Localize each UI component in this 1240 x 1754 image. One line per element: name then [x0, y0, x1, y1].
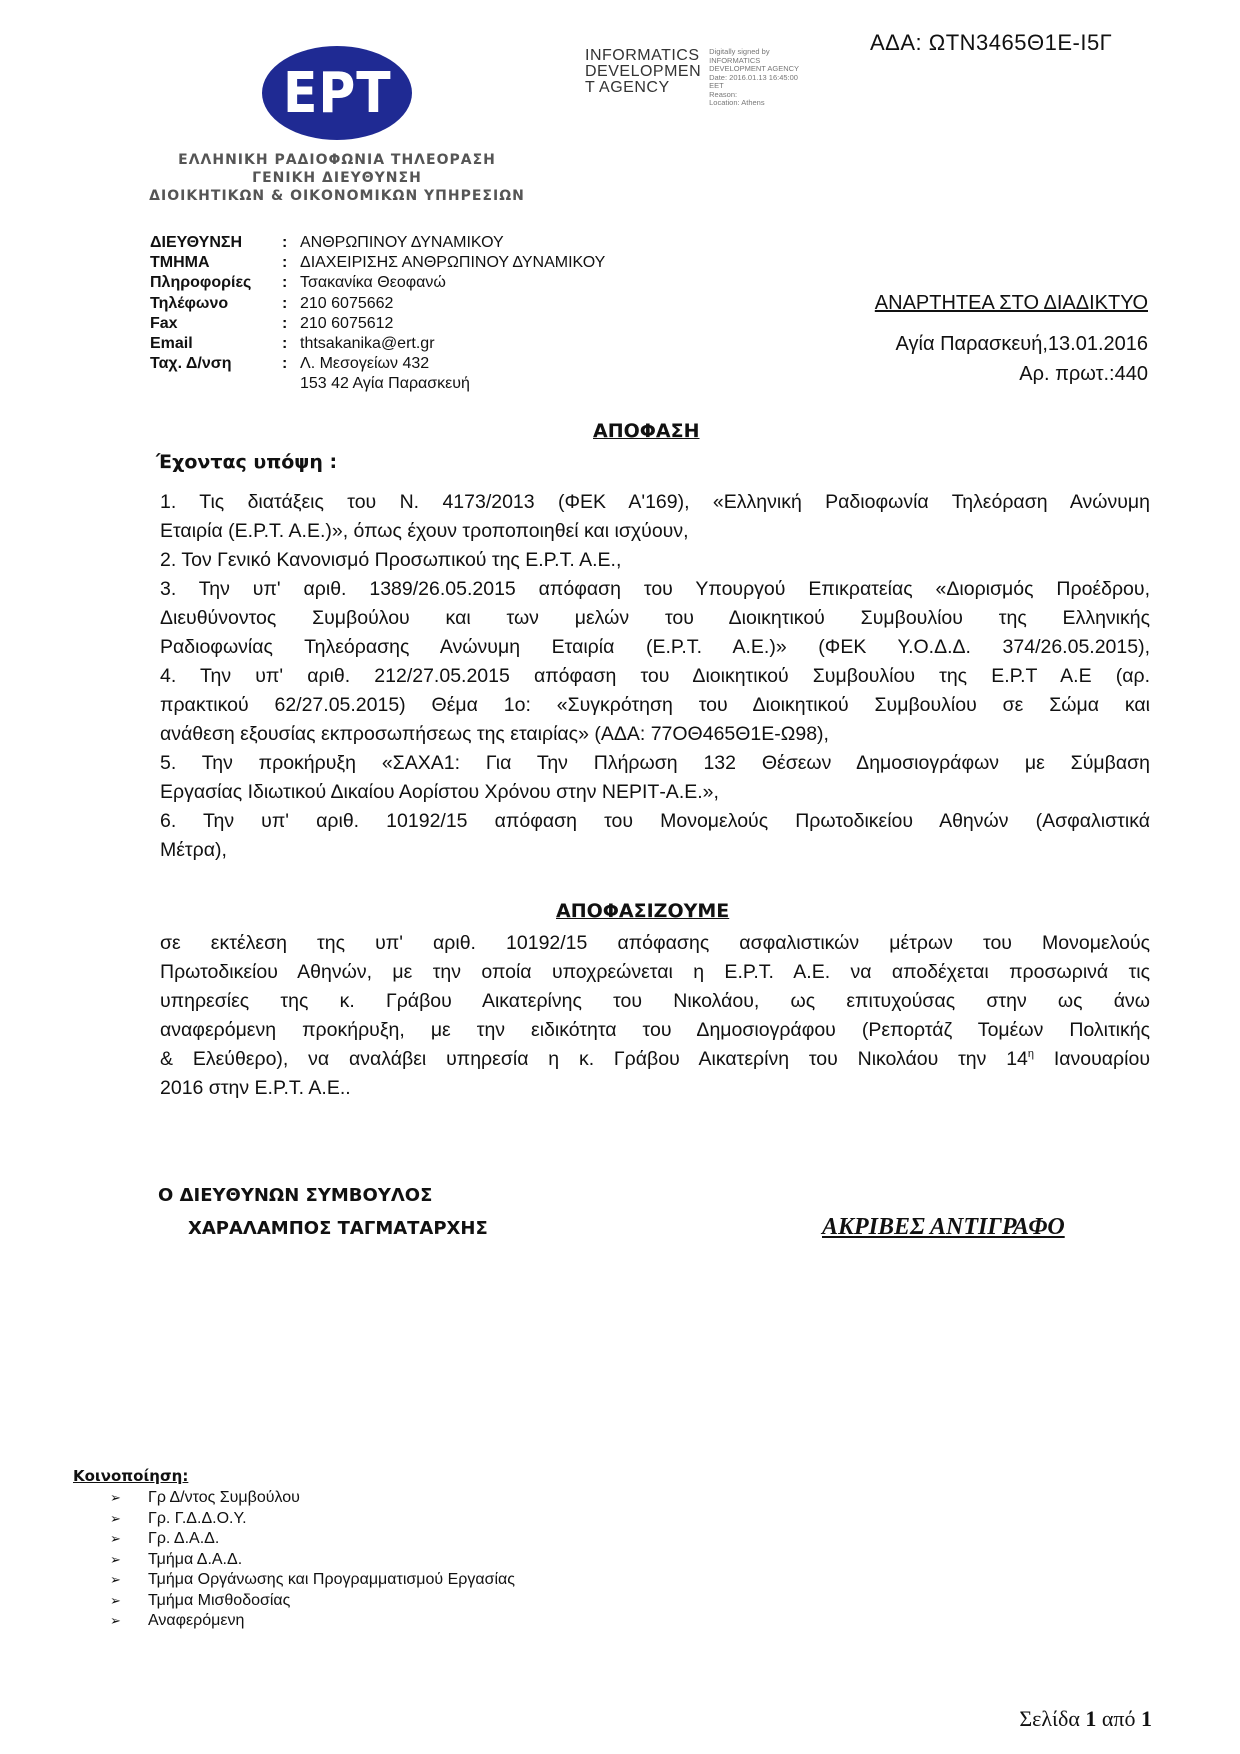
- contact-row-fax: Fax : 210 6075612: [150, 314, 605, 334]
- consideration-line: 2. Τον Γενικό Κανονισμό Προσωπικού της Ε.Ρ.Τ. Α.Ε.,: [160, 549, 622, 571]
- ert-logo: [262, 46, 412, 140]
- signature-detail: EET: [709, 81, 724, 90]
- contact-label: Email: [150, 334, 193, 352]
- decision-text: [160, 929, 1150, 1103]
- contact-label: ΤΜΗΜΑ: [150, 254, 210, 272]
- signer-name: ΧΑΡΑΛΑΜΠΟΣ ΤΑΓΜΑΤΑΡΧΗΣ: [188, 1218, 488, 1239]
- consideration-line: πρακτικού 62/27.05.2015) Θέμα 1ο: «Συγκρότηση του Διοικητικού Συμβουλίου σε Σώμα και: [160, 694, 1150, 716]
- distribution-item: [110, 1611, 515, 1632]
- true-copy-stamp: ΑΚΡΙΒΕΣ ΑΝΤΙΓΡΑΦΟ: [822, 1214, 1065, 1240]
- contact-info: [150, 233, 605, 395]
- protocol-number: Αρ. πρωτ.:440: [1019, 363, 1148, 385]
- distribution-item-label: Γρ Δ/ντος Συμβούλου: [148, 1489, 300, 1506]
- decision-heading: ΑΠΟΦΑΣΗ: [593, 420, 700, 442]
- contact-value: ΔΙΑΧΕΙΡΙΣΗΣ ΑΝΘΡΩΠΙΝΟΥ ΔΥΝΑΜΙΚΟΥ: [300, 254, 606, 272]
- arrow-bullet-icon: ➢: [110, 1531, 121, 1546]
- distribution-list: [110, 1488, 515, 1632]
- consideration-line: Διευθύνοντος Συμβούλου και των μελών του Διοικητικού Συμβουλίου της Ελληνικής: [160, 607, 1150, 629]
- consideration-line: Μέτρα),: [160, 839, 227, 861]
- signature-detail: Digitally signed by: [709, 47, 770, 56]
- distribution-item: [110, 1591, 515, 1612]
- page-mid: από: [1096, 1706, 1141, 1731]
- arrow-bullet-icon: ➢: [110, 1613, 121, 1628]
- page-total: 1: [1141, 1706, 1152, 1731]
- contact-label: Ταχ. Δ/νση: [150, 355, 232, 373]
- contact-value: 210 6075612: [300, 314, 394, 332]
- page-prefix: Σελίδα: [1019, 1706, 1086, 1731]
- publish-notice: ΑΝΑΡΤΗΤΕΑ ΣΤΟ ΔΙΑΔΙΚΤΥΟ: [874, 292, 1148, 314]
- contact-label: Πληροφορίες: [150, 274, 252, 292]
- distribution-title: Κοινοποίηση:: [73, 1467, 189, 1485]
- signature-details: [709, 48, 829, 108]
- decision-line-with-sup: [160, 1045, 1150, 1074]
- arrow-bullet-icon: ➢: [110, 1490, 121, 1505]
- considerations-list: [160, 488, 1150, 865]
- consideration-line: Ραδιοφωνίας Τηλεόρασης Ανώνυμη Εταιρία (Ε.Ρ.Τ. Α.Ε.)» (ΦΕΚ Υ.Ο.Δ.Δ. 374/26.05.2015),: [160, 636, 1150, 658]
- decide-heading: ΑΠΟΦΑΣΙΖΟΥΜΕ: [556, 900, 730, 922]
- signature-detail: DEVELOPMENT AGENCY: [709, 64, 800, 73]
- decision-line: υπηρεσίες της κ. Γράβου Αικατερίνης του Νικολάου, ως επιτυχούσας στην ως άνω: [160, 990, 1150, 1012]
- page-number: [1019, 1706, 1152, 1732]
- agency-line: T AGENCY: [585, 79, 670, 96]
- consideration-line: Εταιρία (Ε.Ρ.Τ. Α.Ε.)», όπως έχουν τροποποιηθεί και ισχύουν,: [160, 520, 689, 542]
- consideration-line: 4. Την υπ' αριθ. 212/27.05.2015 απόφαση του Διοικητικού Συμβουλίου της Ε.Ρ.Τ Α.Ε (αρ.: [160, 665, 1150, 687]
- distribution-item-label: Γρ. Γ.Δ.Δ.Ο.Υ.: [148, 1509, 247, 1527]
- document-date: Αγία Παρασκευή,13.01.2016: [895, 333, 1148, 355]
- arrow-bullet-icon: ➢: [110, 1551, 121, 1567]
- ada-code: ΑΔΑ: ΩΤΝ3465Θ1Ε-Ι5Γ: [870, 30, 1113, 55]
- distribution-item-label: Αναφερόμενη: [148, 1612, 245, 1629]
- distribution-item-label: Τμήμα Δ.Α.Δ.: [148, 1550, 243, 1568]
- decision-line: Πρωτοδικείου Αθηνών, με την οποία υποχρεώνεται η Ε.Ρ.Τ. Α.Ε. να αποδέχεται προσωρινά τις: [160, 961, 1150, 983]
- decision-line: 2016 στην Ε.Ρ.Τ. Α.Ε..: [160, 1077, 351, 1099]
- considering-heading: Έχοντας υπόψη :: [156, 451, 338, 473]
- digital-signature-stamp: [585, 48, 829, 108]
- arrow-bullet-icon: ➢: [110, 1592, 121, 1608]
- logo-text: EPT: [282, 60, 392, 126]
- ordinal-superscript: η: [1027, 1048, 1035, 1060]
- signer-title: Ο ΔΙΕΥΘΥΝΩΝ ΣΥΜΒΟΥΛΟΣ: [158, 1185, 433, 1206]
- agency-line: DEVELOPMEN: [585, 63, 702, 80]
- consideration-line: 6. Την υπ' αριθ. 10192/15 απόφαση του Μονομελούς Πρωτοδικείου Αθηνών (Ασφαλιστικά: [160, 810, 1150, 832]
- contact-row-section: ΤΜΗΜΑ : ΔΙΑΧΕΙΡΙΣΗΣ ΑΝΘΡΩΠΙΝΟΥ ΔΥΝΑΜΙΚΟΥ: [150, 253, 605, 273]
- contact-row-address-2: [150, 374, 605, 394]
- arrow-bullet-icon: ➢: [110, 1572, 121, 1587]
- distribution-item: [110, 1570, 515, 1591]
- distribution-item: [110, 1488, 515, 1509]
- contact-label: Τηλέφωνο: [150, 294, 229, 312]
- org-line-2: ΓΕΝΙΚΗ ΔΙΕΥΘΥΝΣΗ: [252, 170, 422, 186]
- distribution-item: [110, 1529, 515, 1550]
- decision-fragment: Ιανουαρίου: [1034, 1048, 1150, 1070]
- contact-value: thtsakanika@ert.gr: [300, 334, 435, 352]
- org-line-1: ΕΛΛΗΝΙΚΗ ΡΑΔΙΟΦΩΝΙΑ ΤΗΛΕΟΡΑΣΗ: [178, 152, 496, 168]
- contact-row-info: Πληροφορίες : Τσακανίκα Θεοφανώ: [150, 273, 605, 293]
- consideration-line: 1. Τις διατάξεις του Ν. 4173/2013 (ΦΕΚ Α'169), «Ελληνική Ραδιοφωνία Τηλεόραση Ανώνυμη: [160, 491, 1150, 513]
- consideration-line: 3. Την υπ' αριθ. 1389/26.05.2015 απόφαση του Υπουργού Επικρατείας «Διορισμός Προέδρου,: [160, 578, 1150, 600]
- consideration-line: 5. Την προκήρυξη «ΣΑΧΑ1: Για Την Πλήρωση 132 Θέσεων Δημοσιογράφων με Σύμβαση: [160, 752, 1150, 774]
- contact-label: [150, 374, 282, 394]
- contact-value: Λ. Μεσογείων 432: [300, 355, 430, 373]
- contact-value: Τσακανίκα Θεοφανώ: [300, 274, 446, 292]
- signature-detail: INFORMATICS: [709, 55, 761, 65]
- decision-line: αναφερόμενη προκήρυξη, με την ειδικότητα του Δημοσιογράφου (Ρεπορτάζ Τομέων Πολιτικής: [160, 1019, 1150, 1041]
- decision-line: σε εκτέλεση της υπ' αριθ. 10192/15 απόφασης ασφαλιστικών μέτρων του Μονομελούς: [160, 932, 1150, 954]
- contact-row-email: Email : thtsakanika@ert.gr: [150, 334, 605, 354]
- agency-line: INFORMATICS: [585, 47, 700, 64]
- signature-detail: Date: 2016.01.13 16:45:00: [709, 72, 798, 82]
- contact-label: Fax: [150, 314, 178, 332]
- signature-detail: Reason:: [709, 89, 738, 99]
- distribution-item-label: Τμήμα Μισθοδοσίας: [148, 1591, 291, 1609]
- contact-label: ΔΙΕΥΘΥΝΣΗ: [150, 234, 243, 251]
- distribution-item: [110, 1550, 515, 1571]
- signature-detail: Location: Athens: [709, 98, 765, 107]
- contact-row-address: Ταχ. Δ/νση : Λ. Μεσογείων 432: [150, 354, 605, 374]
- contact-value: ΑΝΘΡΩΠΙΝΟΥ ΔΥΝΑΜΙΚΟΥ: [300, 234, 504, 251]
- contact-row-phone: Τηλέφωνο : 210 6075662: [150, 294, 605, 314]
- consideration-line: ανάθεση εξουσίας εκπροσωπήσεως της εταιρίας» (ΑΔΑ: 77ΟΘ465Θ1Ε-Ω98),: [160, 723, 829, 745]
- distribution-item: [110, 1509, 515, 1530]
- contact-value: 210 6075662: [300, 294, 394, 312]
- contact-row-department: ΔΙΕΥΘΥΝΣΗ : ΑΝΘΡΩΠΙΝΟΥ ΔΥΝΑΜΙΚΟΥ: [150, 233, 605, 253]
- consideration-line: Εργασίας Ιδιωτικού Δικαίου Αορίστου Χρόνου στην ΝΕΡΙΤ-Α.Ε.»,: [160, 781, 719, 803]
- org-line-3: ΔΙΟΙΚΗΤΙΚΩΝ & ΟΙΚΟΝΟΜΙΚΩΝ ΥΠΗΡΕΣΙΩΝ: [149, 188, 525, 204]
- decision-fragment: & Ελεύθερο), να αναλάβει υπηρεσία η κ. Γράβου Αικατερίνη του Νικολάου την 14: [160, 1048, 1028, 1070]
- contact-value: 153 42 Αγία Παρασκευή: [300, 375, 470, 393]
- distribution-item-label: Τμήμα Οργάνωσης και Προγραμματισμού Εργασίας: [148, 1571, 515, 1588]
- signature-agency: [585, 48, 701, 96]
- distribution-item-label: Γρ. Δ.Α.Δ.: [148, 1530, 220, 1547]
- arrow-bullet-icon: ➢: [110, 1510, 121, 1526]
- page-current: 1: [1085, 1706, 1097, 1731]
